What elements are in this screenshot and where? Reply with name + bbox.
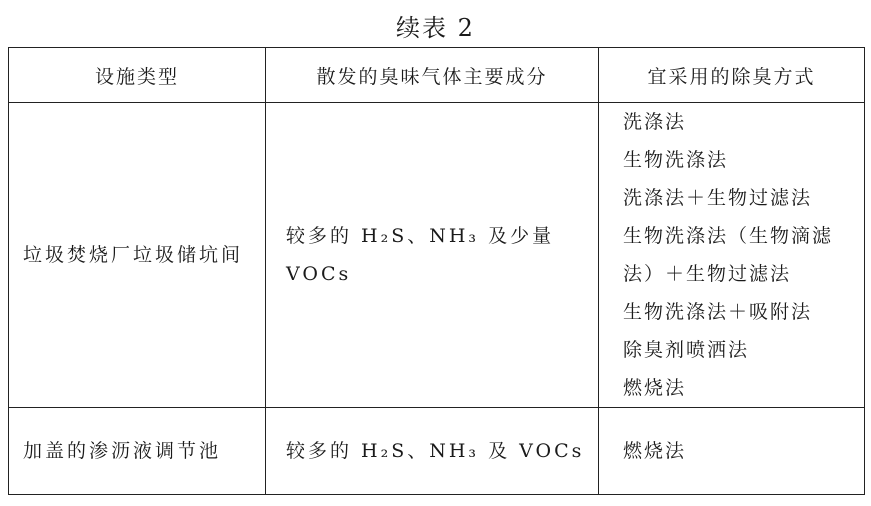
method-item: 洗涤法: [623, 111, 687, 133]
header-odor-components: 散发的臭味气体主要成分: [266, 48, 599, 103]
method-item: 除臭剂喷洒法: [623, 339, 750, 361]
methods-cell: [599, 408, 865, 495]
table-caption: 续表 2: [396, 14, 475, 42]
table-row: [9, 103, 865, 408]
odor-treatment-table: [8, 47, 865, 495]
header-facility-type: 设施类型: [9, 48, 266, 103]
method-item: 洗涤法＋生物过滤法: [623, 187, 813, 209]
method-item: 生物洗涤法: [623, 149, 729, 171]
methods-cell: [599, 103, 865, 408]
components-cell: 较多的 H₂S、NH₃ 及少量 VOCs: [266, 103, 599, 408]
method-item: 燃烧法: [623, 440, 687, 462]
facility-cell: 加盖的渗沥液调节池: [9, 408, 266, 495]
method-item: 燃烧法: [623, 377, 687, 399]
method-item: 生物洗涤法（生物滴滤法）＋生物过滤法: [623, 225, 834, 285]
method-item: 生物洗涤法＋吸附法: [623, 301, 813, 323]
table-header-row: [9, 48, 865, 103]
table-row: [9, 408, 865, 495]
header-deodorization-method: 宜采用的除臭方式: [599, 48, 865, 103]
facility-cell: 垃圾焚烧厂垃圾储坑间: [9, 103, 266, 408]
components-cell: 较多的 H₂S、NH₃ 及 VOCs: [266, 408, 599, 495]
